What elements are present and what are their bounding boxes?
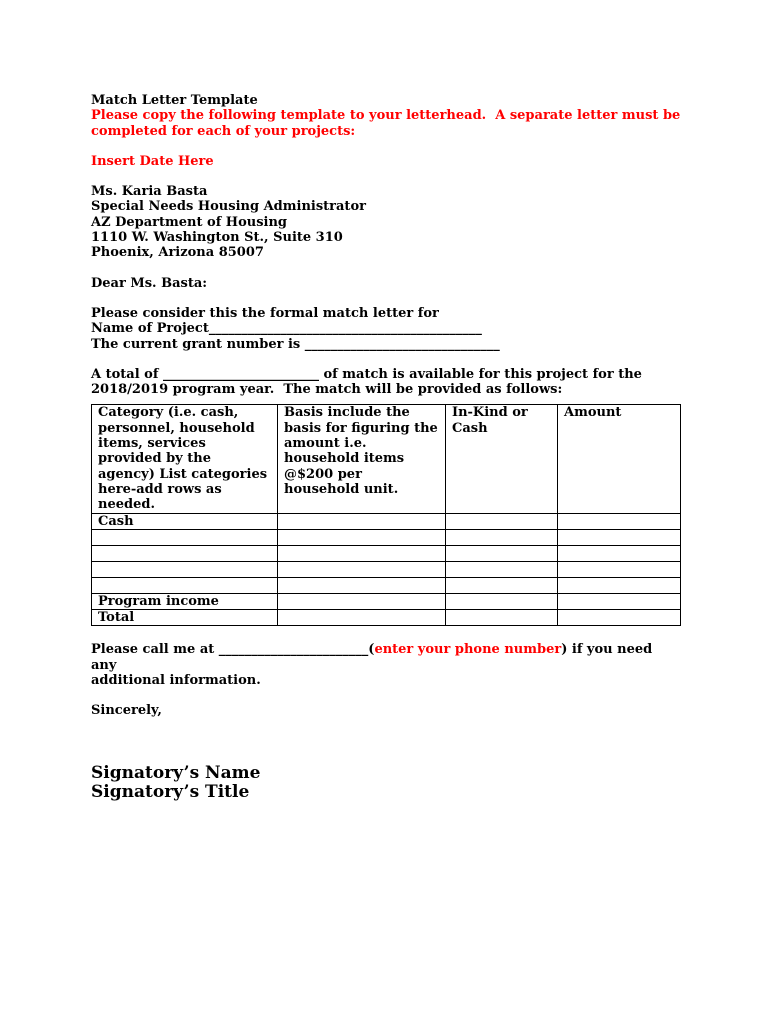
project-name-line: Name of Project__________________________________________ xyxy=(91,321,482,337)
header-in-kind-or-cash: In-Kind or Cash xyxy=(446,405,558,513)
instruction-line-2: completed for each of your projects: xyxy=(91,123,356,139)
table-cell xyxy=(558,513,681,529)
call-line xyxy=(91,642,681,673)
phone-placeholder: enter your phone number xyxy=(374,642,562,658)
table-cell xyxy=(446,610,558,626)
table-cell xyxy=(92,577,278,593)
table-cell xyxy=(446,577,558,593)
header-amount: Amount xyxy=(558,405,681,513)
table-cell xyxy=(558,577,681,593)
recipient-org: AZ Department of Housing xyxy=(91,214,288,230)
call-line-2: additional information. xyxy=(91,673,261,689)
signatory-name: Signatory’s Name xyxy=(91,762,261,783)
table-cell xyxy=(278,593,446,609)
table-cell xyxy=(446,561,558,577)
call-prefix: Please call me at _______________________( xyxy=(91,642,375,658)
table-cell: Cash xyxy=(92,513,278,529)
recipient-address-1: 1110 W. Washington St., Suite 310 xyxy=(91,230,343,246)
paragraph-1-line-1: Please consider this the formal match letter for xyxy=(91,305,439,321)
table-cell xyxy=(446,545,558,561)
table-cell xyxy=(278,545,446,561)
table-row xyxy=(92,610,681,626)
table-cell xyxy=(278,513,446,529)
table-cell xyxy=(92,561,278,577)
table-header-row xyxy=(92,405,681,513)
instruction-line-1: Please copy the following template to your letterhead. A separate letter must be xyxy=(91,108,681,124)
call-suffix: ) if you need any xyxy=(91,642,657,673)
closing: Sincerely, xyxy=(91,703,162,719)
table-cell xyxy=(278,561,446,577)
table-cell xyxy=(558,529,681,545)
table-cell xyxy=(92,545,278,561)
table-cell xyxy=(558,545,681,561)
program-year-line: 2018/2019 program year. The match will be provided as follows: xyxy=(91,382,563,398)
recipient-block xyxy=(91,184,681,260)
table-cell xyxy=(446,593,558,609)
recipient-name: Ms. Karia Basta xyxy=(91,184,208,200)
table-row xyxy=(92,577,681,593)
match-table xyxy=(91,404,681,626)
table-cell: Program income xyxy=(92,593,278,609)
table-row xyxy=(92,513,681,529)
letter-page xyxy=(91,93,681,802)
table-row xyxy=(92,545,681,561)
table-cell xyxy=(446,513,558,529)
date-placeholder: Insert Date Here xyxy=(91,153,214,169)
recipient-address-2: Phoenix, Arizona 85007 xyxy=(91,245,264,261)
salutation: Dear Ms. Basta: xyxy=(91,275,208,291)
table-cell xyxy=(558,561,681,577)
table-cell xyxy=(278,529,446,545)
table-cell xyxy=(92,529,278,545)
signatory-title: Signatory’s Title xyxy=(91,781,250,802)
table-row xyxy=(92,561,681,577)
table-cell xyxy=(278,577,446,593)
table-cell: Total xyxy=(92,610,278,626)
table-row xyxy=(92,529,681,545)
table-cell xyxy=(446,529,558,545)
table-row xyxy=(92,593,681,609)
match-total-line: A total of ________________________ of match is available for this project for the xyxy=(91,366,642,382)
recipient-title: Special Needs Housing Administrator xyxy=(91,199,366,215)
grant-number-line: The current grant number is ______________________________ xyxy=(91,336,500,352)
table-cell xyxy=(558,593,681,609)
header-category: Category (i.e. cash, personnel, household items, services provided by the agency) List categories here-add rows as needed. xyxy=(92,405,278,513)
header-basis: Basis include the basis for figuring the amount i.e. household items @$200 per household unit. xyxy=(278,405,446,513)
template-title: Match Letter Template xyxy=(91,93,258,108)
table-cell xyxy=(278,610,446,626)
table-cell xyxy=(558,610,681,626)
